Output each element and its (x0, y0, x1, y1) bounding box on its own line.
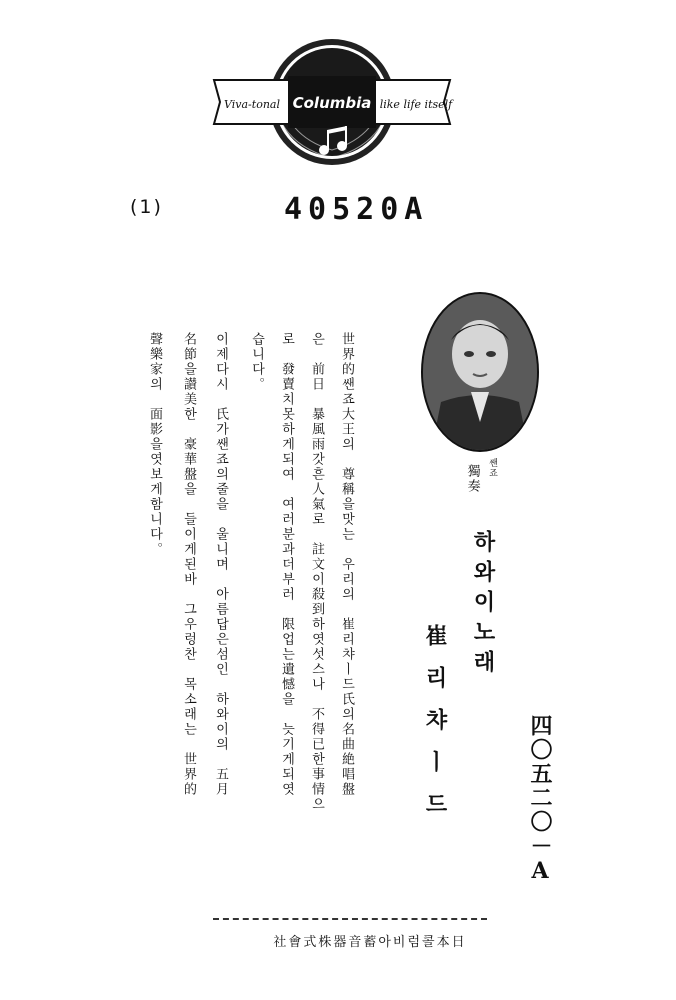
artist-name: 崔리챠ㅣ드 (422, 624, 448, 834)
side-mark: (1) (130, 196, 163, 218)
genre-label (465, 464, 479, 494)
record-number: 40520A (284, 192, 429, 227)
body-column-3: 로 發賣치못하게되여 여러분과더부러 限업는遺憾을 늣기게되엿 (279, 332, 294, 797)
kanji-record-number: 四〇五二〇－A (527, 714, 553, 886)
genre-ruby: 쌘죠 (487, 458, 497, 478)
brand-name: Columbia (292, 94, 372, 112)
body-column-2: 은 前日 暴風雨갓흔人氣로 註文이殺到하엿섯스나 不得已한事情으 (309, 332, 324, 812)
columbia-logo (206, 36, 458, 168)
left-motto: Viva-tonal (224, 98, 280, 111)
body-column-6: 名節을讃美한 豪華盤을 들이게된바 그우렁찬 목소래는 世界的 (181, 332, 196, 797)
footer-divider (213, 918, 487, 920)
right-motto: like life itself (379, 98, 453, 111)
body-column-5: 이제다시 氏가쌘죠의줄을 울니며 아름답은섬인 하와이의 五月 (213, 332, 228, 797)
body-column-7: 聲樂家의 面影을엿보게함니다。 (147, 332, 162, 557)
body-column-4: 습니다。 (249, 332, 264, 392)
body-column-1: 世界的쌘죠大王의 尊稱을맛는 우리의 崔리챠ㅣ드氏의名曲絶唱盤 (339, 332, 354, 797)
artist-portrait (421, 292, 539, 452)
genre-text: 獨奏 (464, 464, 480, 494)
company-name: 社會式株器音蓄아비럼콜本日 (273, 935, 467, 950)
song-title: 하와이노래 (470, 530, 496, 680)
